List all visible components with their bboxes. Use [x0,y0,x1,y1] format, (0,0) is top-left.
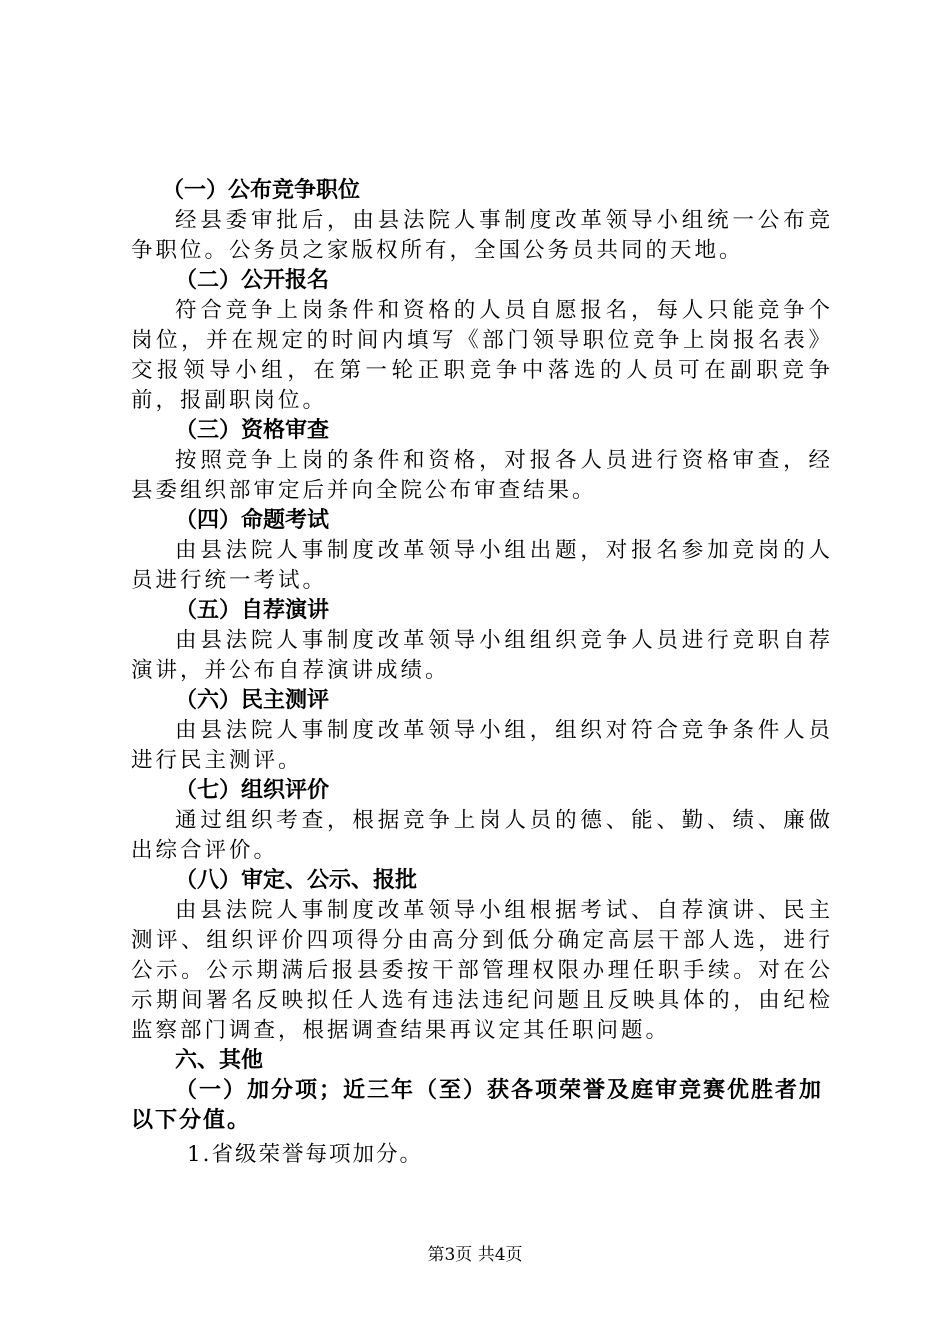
list-item: 1.省级荣誉每项加分。 [187,1142,424,1167]
section-text-3: 按照竞争上岗的条件和资格，对报各人员进行资格审查，经县委组织部审定后并向全院公布审查结果。 [131,448,833,503]
section-text-1: 经县委审批后，由县法院人事制度改革领导小组统一公布竞争职位。公务员之家版权所有，全国公务员共同的天地。 [131,208,833,263]
section-text-7: 通过组织考查，根据竞争上岗人员的德、能、勤、绩、廉做出综合评价。 [131,808,833,863]
section-heading-7: （七）组织评价 [175,778,330,803]
page-footer: 第3页 共4页 [427,1245,523,1265]
section-text-5: 由县法院人事制度改革领导小组组织竞争人员进行竞职自荐演讲，并公布自荐演讲成绩。 [131,628,833,683]
bonus-heading: （一）加分项；近三年（至）获各项荣誉及庭审竞赛优胜者加以下分值。 [131,1078,824,1133]
section-heading-8: （八）审定、公示、报批 [175,868,418,893]
section-heading-4: （四）命题考试 [175,508,330,533]
other-heading: 六、其他 [175,1048,264,1073]
section-heading-5: （五）自荐演讲 [175,598,330,623]
section-heading-1: （一）公布竞争职位 [162,178,361,203]
section-text-8: 由县法院人事制度改革领导小组根据考试、自荐演讲、民主测评、组织评价四项得分由高分到低分确定高层干部人选，进行公示。公示期满后报县委按干部管理权限办理任职手续。对在公示期间署名反映拟任人选有违法违纪问题且反映具体的，由纪检监察部门调查，根据调查结果再议定其任职问题。 [131,898,833,1043]
section-heading-2: （二）公开报名 [175,268,330,293]
section-heading-6: （六）民主测评 [175,688,330,713]
document-body [131,176,833,1170]
section-text-6: 由县法院人事制度改革领导小组，组织对符合竞争条件人员进行民主测评。 [131,718,833,773]
section-text-2: 符合竞争上岗条件和资格的人员自愿报名，每人只能竞争个岗位，并在规定的时间内填写《部门领导职位竞争上岗报名表》交报领导小组，在第一轮正职竞争中落选的人员可在副职竞争前，报副职岗位。 [131,298,833,413]
section-heading-3: （三）资格审查 [175,418,330,443]
section-text-4: 由县法院人事制度改革领导小组出题，对报名参加竞岗的人员进行统一考试。 [131,538,833,593]
